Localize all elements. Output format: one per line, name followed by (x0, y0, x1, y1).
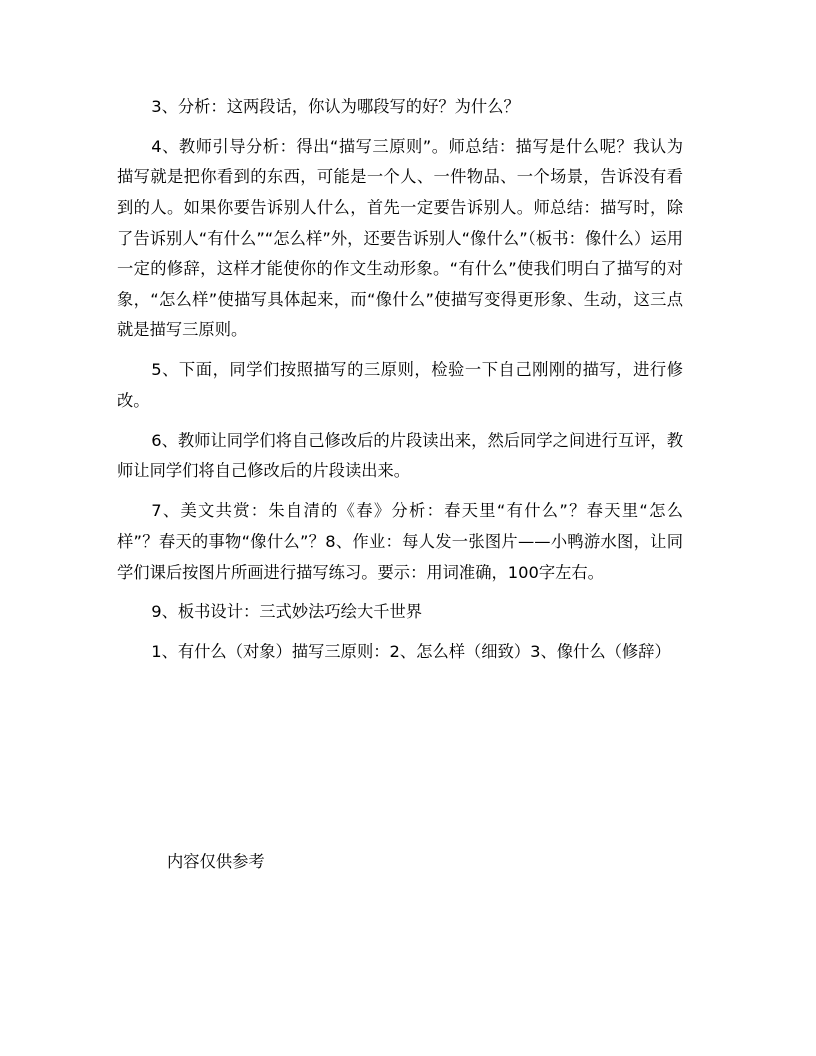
paragraph-peer-review: 6、教师让同学们将自己修改后的片段读出来，然后同学之间进行互评，教师让同学们将自己修改后的片段读出来。 (117, 430, 683, 481)
paragraph-revision: 5、下面，同学们按照描写的三原则，检验一下自己刚刚的描写，进行修改。 (117, 360, 683, 410)
paragraph-three-principles: 1、有什么（对象）描写三原则：2、怎么样（细致）3、像什么（修辞） (151, 642, 671, 662)
document-body (117, 92, 683, 677)
paragraph-analysis-question: 3、分析：这两段话，你认为哪段写的好？为什么？ (151, 97, 520, 116)
paragraph-board-design: 9、板书设计：三式妙法巧绘大千世界 (151, 602, 423, 622)
paragraph-appreciation-homework: 7、美文共赏：朱自清的《春》分析：春天里“有什么”？春天里“怎么样”？春天的事物“像什么”？8、作业：每人发一张图片——小鸭游水图，让同学们课后按图片所画进行描写练习。要示：用词准确，100字左右。 (117, 501, 683, 582)
reference-only-note: 内容仅供参考 (167, 852, 265, 871)
paragraph-teacher-guidance: 4、教师引导分析：得出“描写三原则”。师总结：描写是什么呢？我认为描写就是把你看到的东西，可能是一个人、一件物品、一个场景，告诉没有看到的人。如果你要告诉别人什么，首先一定要告诉别人。师总结：描写时，除了告诉别人“有什么”“怎么样”外，还要告诉别人“像什么”（板书：像什么）运用一定的修辞，这样才能使你的作文生动形象。“有什么”使我们明白了描写的对象，“怎么样”使描写具体起来，而“像什么”使描写变得更形象、生动，这三点就是描写三原则。 (117, 136, 683, 340)
